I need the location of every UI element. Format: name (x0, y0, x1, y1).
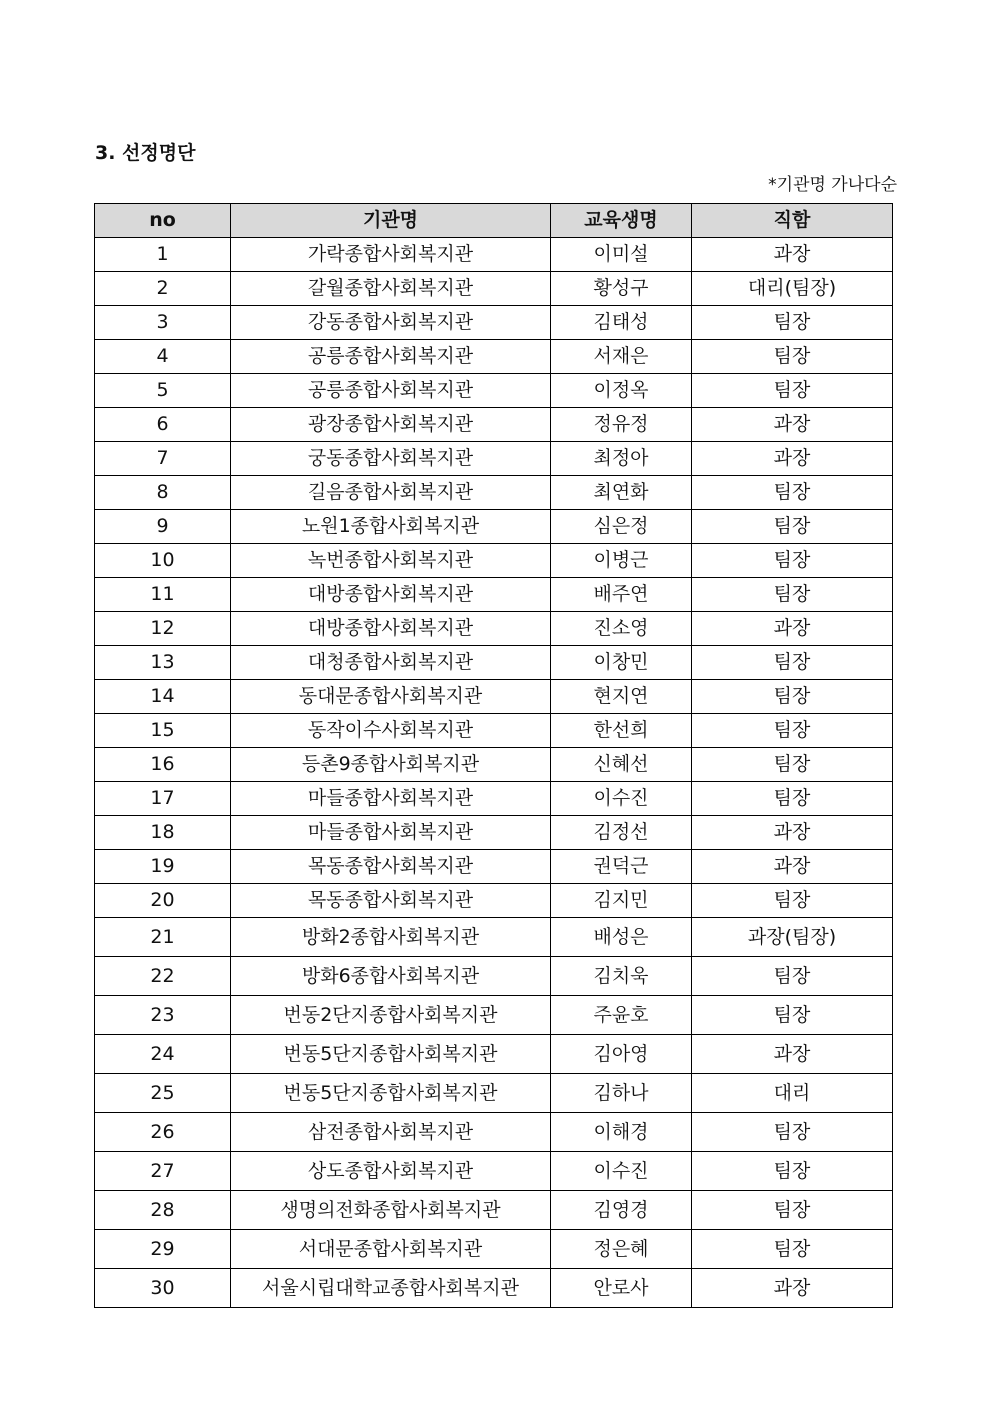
row-position: 팀장 (692, 1191, 893, 1230)
table-row (95, 1113, 893, 1152)
table-row (95, 884, 893, 918)
row-position: 팀장 (692, 714, 893, 748)
row-institution: 삼전종합사회복지관 (231, 1113, 551, 1152)
row-trainee-name: 김태성 (551, 306, 692, 340)
row-institution: 광장종합사회복지관 (231, 408, 551, 442)
row-institution: 목동종합사회복지관 (231, 850, 551, 884)
row-position: 과장(팀장) (692, 918, 893, 957)
row-institution: 상도종합사회복지관 (231, 1152, 551, 1191)
table-row (95, 510, 893, 544)
row-no: 16 (95, 748, 231, 782)
row-trainee-name: 김하나 (551, 1074, 692, 1113)
row-no: 5 (95, 374, 231, 408)
row-trainee-name: 김지민 (551, 884, 692, 918)
row-position: 팀장 (692, 1113, 893, 1152)
row-trainee-name: 배성은 (551, 918, 692, 957)
row-position: 팀장 (692, 782, 893, 816)
row-trainee-name: 진소영 (551, 612, 692, 646)
table-row (95, 680, 893, 714)
row-no: 14 (95, 680, 231, 714)
header-trainee-name: 교육생명 (551, 204, 692, 238)
table-row (95, 340, 893, 374)
row-trainee-name: 현지연 (551, 680, 692, 714)
row-no: 21 (95, 918, 231, 957)
row-institution: 방화6종합사회복지관 (231, 957, 551, 996)
row-no: 29 (95, 1230, 231, 1269)
row-institution: 길음종합사회복지관 (231, 476, 551, 510)
row-institution: 마들종합사회복지관 (231, 816, 551, 850)
row-position: 팀장 (692, 646, 893, 680)
row-trainee-name: 이미설 (551, 238, 692, 272)
row-no: 24 (95, 1035, 231, 1074)
row-position: 팀장 (692, 957, 893, 996)
row-position: 과장 (692, 1035, 893, 1074)
row-position: 과장 (692, 612, 893, 646)
table-row (95, 714, 893, 748)
table-row (95, 1230, 893, 1269)
row-no: 7 (95, 442, 231, 476)
table-row (95, 408, 893, 442)
row-position: 과장 (692, 850, 893, 884)
row-position: 대리(팀장) (692, 272, 893, 306)
table-row (95, 918, 893, 957)
row-position: 팀장 (692, 884, 893, 918)
row-institution: 공릉종합사회복지관 (231, 340, 551, 374)
row-no: 9 (95, 510, 231, 544)
table-row (95, 646, 893, 680)
row-institution: 대방종합사회복지관 (231, 578, 551, 612)
row-trainee-name: 배주연 (551, 578, 692, 612)
row-trainee-name: 한선희 (551, 714, 692, 748)
row-no: 20 (95, 884, 231, 918)
row-position: 대리 (692, 1074, 893, 1113)
row-institution: 목동종합사회복지관 (231, 884, 551, 918)
row-trainee-name: 김아영 (551, 1035, 692, 1074)
table-row (95, 442, 893, 476)
row-trainee-name: 김정선 (551, 816, 692, 850)
row-trainee-name: 안로사 (551, 1269, 692, 1308)
row-position: 팀장 (692, 1152, 893, 1191)
row-institution: 번동5단지종합사회복지관 (231, 1074, 551, 1113)
table-row (95, 238, 893, 272)
row-position: 팀장 (692, 340, 893, 374)
selection-roster-table (94, 203, 893, 1308)
row-trainee-name: 이수진 (551, 1152, 692, 1191)
row-no: 3 (95, 306, 231, 340)
header-institution: 기관명 (231, 204, 551, 238)
table-body (95, 238, 893, 1308)
row-trainee-name: 이병근 (551, 544, 692, 578)
table-row (95, 1074, 893, 1113)
table-row (95, 850, 893, 884)
row-trainee-name: 이창민 (551, 646, 692, 680)
row-position: 팀장 (692, 374, 893, 408)
table-row (95, 578, 893, 612)
row-position: 팀장 (692, 996, 893, 1035)
row-trainee-name: 정유정 (551, 408, 692, 442)
row-position: 과장 (692, 442, 893, 476)
row-institution: 서대문종합사회복지관 (231, 1230, 551, 1269)
row-position: 과장 (692, 408, 893, 442)
row-position: 과장 (692, 238, 893, 272)
table-row (95, 782, 893, 816)
row-no: 19 (95, 850, 231, 884)
row-position: 팀장 (692, 748, 893, 782)
row-institution: 녹번종합사회복지관 (231, 544, 551, 578)
row-trainee-name: 권덕근 (551, 850, 692, 884)
row-trainee-name: 심은정 (551, 510, 692, 544)
row-institution: 강동종합사회복지관 (231, 306, 551, 340)
row-institution: 노원1종합사회복지관 (231, 510, 551, 544)
row-no: 18 (95, 816, 231, 850)
table-row (95, 1191, 893, 1230)
row-institution: 대청종합사회복지관 (231, 646, 551, 680)
row-position: 팀장 (692, 578, 893, 612)
row-trainee-name: 서재은 (551, 340, 692, 374)
row-position: 과장 (692, 1269, 893, 1308)
row-trainee-name: 정은혜 (551, 1230, 692, 1269)
row-no: 10 (95, 544, 231, 578)
table-row (95, 1152, 893, 1191)
row-institution: 등촌9종합사회복지관 (231, 748, 551, 782)
table-row (95, 544, 893, 578)
row-trainee-name: 주윤호 (551, 996, 692, 1035)
row-institution: 갈월종합사회복지관 (231, 272, 551, 306)
row-no: 23 (95, 996, 231, 1035)
table-row (95, 306, 893, 340)
row-institution: 마들종합사회복지관 (231, 782, 551, 816)
row-position: 팀장 (692, 1230, 893, 1269)
row-institution: 생명의전화종합사회복지관 (231, 1191, 551, 1230)
row-trainee-name: 최연화 (551, 476, 692, 510)
row-trainee-name: 이수진 (551, 782, 692, 816)
table-row (95, 1269, 893, 1308)
row-trainee-name: 이해경 (551, 1113, 692, 1152)
section-title: 3. 선정명단 (95, 142, 196, 164)
row-no: 8 (95, 476, 231, 510)
row-institution: 공릉종합사회복지관 (231, 374, 551, 408)
row-trainee-name: 김치욱 (551, 957, 692, 996)
row-no: 4 (95, 340, 231, 374)
table-row (95, 996, 893, 1035)
row-no: 27 (95, 1152, 231, 1191)
row-no: 6 (95, 408, 231, 442)
row-institution: 번동5단지종합사회복지관 (231, 1035, 551, 1074)
row-institution: 궁동종합사회복지관 (231, 442, 551, 476)
table-row (95, 374, 893, 408)
row-trainee-name: 김영경 (551, 1191, 692, 1230)
row-position: 과장 (692, 816, 893, 850)
row-no: 1 (95, 238, 231, 272)
table-row (95, 272, 893, 306)
sort-note: *기관명 가나다순 (768, 175, 897, 195)
row-trainee-name: 최정아 (551, 442, 692, 476)
table-row (95, 748, 893, 782)
table-header-row (95, 204, 893, 238)
table-row (95, 1035, 893, 1074)
row-position: 팀장 (692, 306, 893, 340)
row-position: 팀장 (692, 476, 893, 510)
row-institution: 서울시립대학교종합사회복지관 (231, 1269, 551, 1308)
row-no: 17 (95, 782, 231, 816)
row-trainee-name: 황성구 (551, 272, 692, 306)
table-row (95, 476, 893, 510)
row-no: 22 (95, 957, 231, 996)
row-no: 12 (95, 612, 231, 646)
row-institution: 대방종합사회복지관 (231, 612, 551, 646)
row-institution: 번동2단지종합사회복지관 (231, 996, 551, 1035)
row-no: 15 (95, 714, 231, 748)
row-position: 팀장 (692, 680, 893, 714)
row-no: 28 (95, 1191, 231, 1230)
row-no: 11 (95, 578, 231, 612)
row-institution: 방화2종합사회복지관 (231, 918, 551, 957)
row-no: 2 (95, 272, 231, 306)
row-institution: 동작이수사회복지관 (231, 714, 551, 748)
header-no: no (95, 204, 231, 238)
row-institution: 가락종합사회복지관 (231, 238, 551, 272)
row-institution: 동대문종합사회복지관 (231, 680, 551, 714)
table-row (95, 612, 893, 646)
table-row (95, 957, 893, 996)
row-no: 30 (95, 1269, 231, 1308)
table-row (95, 816, 893, 850)
row-no: 13 (95, 646, 231, 680)
row-trainee-name: 이정옥 (551, 374, 692, 408)
header-position: 직함 (692, 204, 893, 238)
row-position: 팀장 (692, 510, 893, 544)
row-position: 팀장 (692, 544, 893, 578)
row-no: 26 (95, 1113, 231, 1152)
row-no: 25 (95, 1074, 231, 1113)
row-trainee-name: 신혜선 (551, 748, 692, 782)
